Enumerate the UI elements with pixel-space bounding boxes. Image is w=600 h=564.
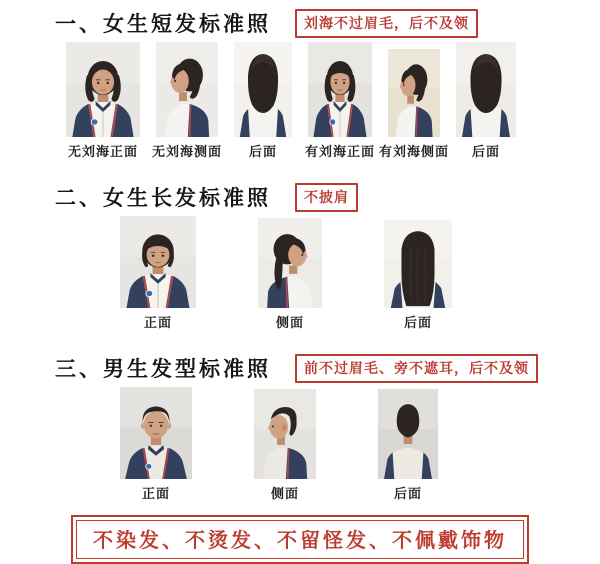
photo-row xyxy=(66,42,600,160)
student-photo-illustration xyxy=(66,42,140,137)
photo-boy-back xyxy=(378,389,438,502)
photo-caption: 侧面 xyxy=(275,315,304,330)
photo-girl-side-right-pony xyxy=(258,218,322,331)
section-heading: 一、女生短发标准照 xyxy=(55,12,271,36)
photo-girl-front xyxy=(66,42,140,160)
photo-girl-back-bob xyxy=(234,42,292,160)
photo-caption: 无刘海测面 xyxy=(152,144,223,159)
section-header xyxy=(55,160,600,212)
photo-caption: 正面 xyxy=(143,315,172,330)
photo-caption: 后面 xyxy=(471,144,500,159)
photo-caption: 侧面 xyxy=(270,486,299,501)
photo-girl-side-left xyxy=(152,42,223,160)
student-photo-illustration xyxy=(156,42,218,137)
student-photo-illustration xyxy=(254,389,316,479)
photo-girl-back-long xyxy=(384,220,452,331)
photo-caption: 后面 xyxy=(403,315,432,330)
section-boys xyxy=(0,331,600,502)
photo-girl-side-left xyxy=(379,49,450,160)
section-girls-short xyxy=(0,0,600,160)
photo-boy-side-left xyxy=(254,389,316,502)
section-heading: 三、男生发型标准照 xyxy=(55,357,271,381)
student-photo-illustration xyxy=(120,387,192,479)
photo-caption: 有刘海正面 xyxy=(305,144,376,159)
section-header xyxy=(55,0,600,38)
photo-row xyxy=(120,387,600,502)
student-photo-illustration xyxy=(388,49,440,137)
section-heading: 二、女生长发标准照 xyxy=(55,186,271,210)
rule-note-box: 刘海不过眉毛，后不及领 xyxy=(295,9,478,38)
photo-girl-back-bob xyxy=(456,42,516,160)
photo-caption: 无刘海正面 xyxy=(67,144,138,159)
student-photo-illustration xyxy=(456,42,516,137)
student-photo-illustration xyxy=(308,42,372,137)
student-photo-illustration xyxy=(378,389,438,479)
student-photo-illustration xyxy=(120,216,196,308)
photo-caption: 后面 xyxy=(248,144,277,159)
photo-caption: 正面 xyxy=(141,486,170,501)
photo-caption: 后面 xyxy=(393,486,422,501)
footer-rule-note: 不染发、不烫发、不留怪发、不佩戴饰物 xyxy=(71,515,529,564)
section-girls-long xyxy=(0,160,600,331)
rule-note-box: 不披肩 xyxy=(295,183,358,212)
student-photo-illustration xyxy=(384,220,452,308)
photo-girl-front-pony xyxy=(120,216,196,331)
student-photo-illustration xyxy=(234,42,292,137)
section-header xyxy=(55,331,600,383)
photo-girl-front-bangs xyxy=(305,42,376,160)
photo-row xyxy=(120,216,600,331)
student-photo-illustration xyxy=(258,218,322,308)
photo-boy-front xyxy=(120,387,192,502)
rule-note-box: 前不过眉毛、旁不遮耳，后不及领 xyxy=(295,354,538,383)
photo-caption: 有刘海侧面 xyxy=(379,144,450,159)
